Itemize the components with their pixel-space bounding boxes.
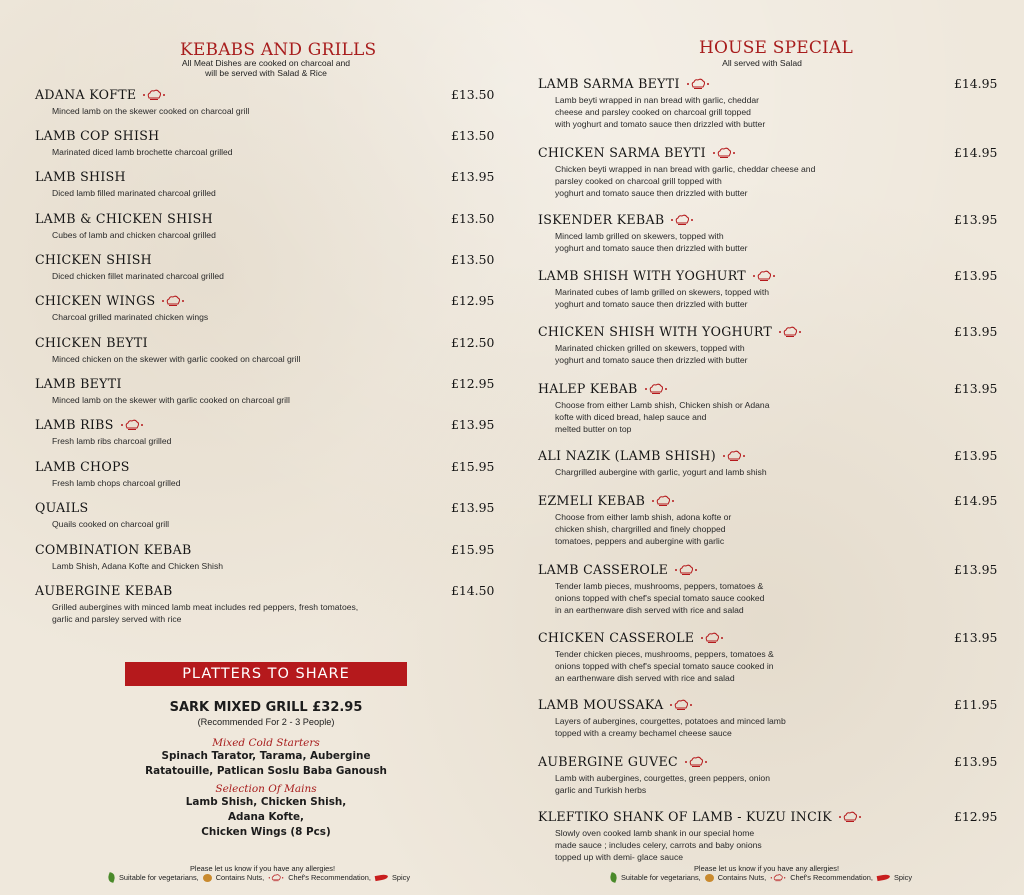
menu-item-name [538, 324, 802, 339]
menu-item [35, 541, 223, 572]
menu-item [538, 629, 774, 684]
subtitle-line: All Meat Dishes are cooked on charcoal and [181, 58, 351, 68]
menu-item-price: £12.50 [451, 335, 495, 350]
menu-item-description [52, 229, 216, 241]
menu-item [538, 696, 786, 739]
chef-hat-icon [752, 269, 776, 282]
menu-item [35, 251, 224, 282]
legend [108, 873, 410, 882]
menu-item-name [538, 697, 693, 712]
menu-item [35, 416, 171, 447]
description-line: an earthenware dish served with rice and salad [555, 673, 735, 683]
description-line: yoghurt and tomato sauce then drizzled with butter [555, 299, 748, 309]
section-title-kebabs: KEBABS AND GRILLS [180, 40, 377, 60]
chef-hat-icon [142, 88, 166, 101]
menu-item-price: £13.95 [954, 212, 998, 227]
menu-item-description [52, 146, 233, 158]
menu-item [538, 808, 862, 863]
menu-item-description [555, 648, 774, 684]
menu-item-price: £13.50 [451, 128, 495, 143]
menu-item-price: £13.95 [451, 500, 495, 515]
description-line: Slowly oven cooked lamb shank in our special home [555, 828, 755, 838]
menu-item-name-text: CHICKEN SARMA BEYTI [538, 145, 706, 160]
menu-item-price: £12.95 [451, 293, 495, 308]
menu-item [35, 582, 358, 625]
menu-item-name-text: LAMB & CHICKEN SHISH [35, 211, 213, 226]
menu-item-name-text: CHICKEN SHISH WITH YOGHURT [538, 324, 773, 339]
section-title-house-special: HOUSE SPECIAL [699, 38, 853, 58]
legend [610, 873, 912, 882]
menu-item-price: £11.95 [954, 697, 998, 712]
description-line: Fresh lamb ribs charcoal grilled [52, 436, 172, 446]
menu-item-name [35, 252, 152, 267]
menu-item-name-text: LAMB BEYTI [35, 376, 122, 391]
menu-item-price: £13.50 [451, 252, 495, 267]
menu-item-name-text: AUBERGINE GUVEC [538, 754, 678, 769]
menu-item-price: £13.95 [451, 169, 495, 184]
menu-item-price: £13.95 [954, 630, 998, 645]
description-line: Lamb Shish, Adana Kofte and Chicken Shish [52, 561, 224, 571]
description-line: onions topped with chef's special tomato sauce cooked in [555, 661, 774, 671]
menu-item-description [52, 353, 300, 365]
section-subtitle-house: All served with Salad [722, 58, 802, 68]
menu-item-name-text: LAMB CHOPS [35, 459, 130, 474]
menu-item-description [555, 827, 862, 863]
menu-item-name-text: LAMB SHISH [35, 169, 126, 184]
menu-item-name [538, 754, 708, 769]
legend-spicy: Spicy [893, 873, 913, 882]
menu-item-name-text: LAMB COP SHISH [35, 128, 160, 143]
description-line: parsley cooked on charcoal grill topped with [555, 176, 722, 186]
menu-item-price: £14.95 [954, 76, 998, 91]
platter-note: (Recommended For 2 - 3 People) [197, 717, 335, 727]
platters-banner: PLATTERS TO SHARE [125, 662, 407, 686]
description-line: garlic and Turkish herbs [555, 785, 647, 795]
chef-hat-icon [722, 449, 746, 462]
description-line: Minced lamb grilled on skewers, topped with [555, 231, 724, 241]
menu-item [35, 210, 216, 241]
menu-item-name [35, 417, 144, 432]
menu-item-name-text: ISKENDER KEBAB [538, 212, 665, 227]
description-line: Chicken beyti wrapped in nan bread with garlic, cheddar cheese and [555, 164, 816, 174]
menu-item [35, 168, 216, 199]
menu-item-description [52, 560, 223, 572]
menu-item-price: £13.95 [954, 324, 998, 339]
chef-hat-icon [644, 382, 668, 395]
description-line: melted butter on top [555, 424, 632, 434]
menu-item-name [538, 448, 746, 463]
chef-hat-icon [686, 77, 710, 90]
description-line: Tender chicken pieces, mushrooms, peppers, tomatoes & [555, 649, 774, 659]
description-line: yoghurt and tomato sauce then drizzled with butter [555, 243, 748, 253]
menu-item-price: £13.95 [954, 381, 998, 396]
menu-item [35, 375, 290, 406]
menu-item-name-text: EZMELI KEBAB [538, 493, 646, 508]
menu-item-name-text: LAMB CASSEROLE [538, 562, 669, 577]
description-line: Diced chicken fillet marinated charcoal grilled [52, 271, 224, 281]
description-line: tomatoes, peppers and aubergine with garlic [555, 536, 725, 546]
description-line: Charcoal grilled marinated chicken wings [52, 312, 209, 322]
menu-item-name-text: ALI NAZIK (LAMB SHISH) [538, 448, 716, 463]
menu-item-price: £12.95 [451, 376, 495, 391]
menu-item-name [35, 335, 148, 350]
menu-item-name [35, 128, 159, 143]
menu-item-name [35, 459, 130, 474]
menu-item-description [555, 511, 731, 547]
mains-line: Lamb Shish, Chicken Shish, [185, 796, 347, 808]
menu-item-price: £13.95 [954, 448, 998, 463]
allergy-note: Please let us know if you have any allergies! [190, 864, 336, 873]
chef-hat-icon [670, 213, 694, 226]
legend-chef: Chef's Recommendation, [790, 873, 873, 882]
menu-item [35, 127, 233, 158]
description-line: chicken shish, chargrilled and finely chopped [555, 524, 726, 534]
chef-hat-icon [712, 146, 736, 159]
menu-item-description [555, 286, 776, 310]
menu-item-name-text: LAMB SARMA BEYTI [538, 76, 680, 91]
cold-line: Ratatouille, Patlican Soslu Baba Ganoush [145, 765, 387, 777]
description-line: Minced chicken on the skewer with garlic cooked on charcoal grill [52, 354, 301, 364]
menu-item-name-text: LAMB SHISH WITH YOGHURT [538, 268, 746, 283]
menu-item-description [555, 399, 769, 435]
menu-item [538, 753, 770, 796]
leaf-icon [609, 872, 619, 883]
menu-item-description [555, 772, 770, 796]
menu-item-price: £14.95 [954, 493, 998, 508]
description-line: Grilled aubergines with minced lamb meat includes red peppers, fresh tomatoes, [52, 602, 359, 612]
chilli-icon [375, 874, 389, 881]
allergy-note: Please let us know if you have any allergies! [694, 864, 840, 873]
menu-item [538, 267, 776, 310]
menu-item-name [538, 562, 698, 577]
legend-nuts: Contains Nuts, [717, 873, 767, 882]
description-line: Fresh lamb chops charcoal grilled [52, 478, 181, 488]
menu-item-name-text: LAMB MOUSSAKA [538, 697, 664, 712]
chef-hat-icon [651, 494, 675, 507]
menu-item-description [555, 580, 764, 616]
menu-item-price: £12.95 [954, 809, 998, 824]
mains-line: Chicken Wings (8 Pcs) [201, 826, 331, 838]
menu-item-price: £14.50 [451, 583, 495, 598]
menu-item-name-text: LAMB RIBS [35, 417, 114, 432]
menu-item-name [35, 542, 192, 557]
chef-hat-icon [770, 873, 786, 882]
menu-item-name [538, 76, 710, 91]
description-line: Minced lamb on the skewer with garlic cooked on charcoal grill [52, 395, 290, 405]
menu-item-name [35, 376, 122, 391]
description-line: Marinated chicken grilled on skewers, topped with [555, 343, 745, 353]
menu-item-name-text: COMBINATION KEBAB [35, 542, 192, 557]
description-line: Lamb with aubergines, courgettes, green peppers, onion [555, 773, 770, 783]
chef-hat-icon [674, 563, 698, 576]
description-line: garlic and parsley served with rice [52, 614, 182, 624]
chef-hat-icon [700, 631, 724, 644]
description-line: in an earthenware dish served with rice and salad [555, 605, 744, 615]
description-line: cheese and parsley cooked on charcoal grill topped [555, 107, 751, 117]
menu-item-description [555, 466, 767, 478]
legend-veg: Suitable for vegetarians, [621, 873, 701, 882]
menu-item-name-text: AUBERGINE KEBAB [35, 583, 173, 598]
menu-item-price: £13.95 [451, 417, 495, 432]
nut-icon [705, 874, 714, 882]
menu-item [35, 292, 208, 323]
cold-starters-heading: Mixed Cold Starters [212, 737, 320, 749]
description-line: Minced lamb on the skewer cooked on charcoal grill [52, 106, 250, 116]
description-line: Chargrilled aubergine with garlic, yogurt and lamb shish [555, 467, 767, 477]
description-line: with yoghurt and tomato sauce then drizzled with butter [555, 119, 766, 129]
description-line: yoghurt and tomato sauce then drizzled with butter [555, 355, 748, 365]
description-line: topped with a creamy bechamel cheese sauce [555, 728, 732, 738]
description-line: Lamb beyti wrapped in nan bread with garlic, cheddar [555, 95, 759, 105]
menu-item-name [538, 809, 862, 824]
menu-item [538, 447, 767, 478]
menu-item [35, 458, 181, 489]
menu-item-price: £13.50 [451, 87, 495, 102]
menu-item-description [52, 187, 216, 199]
menu-item-name [35, 211, 213, 226]
mains-list [125, 795, 407, 840]
chef-hat-icon [161, 294, 185, 307]
menu-item-name [538, 630, 724, 645]
cold-line: Spinach Tarator, Tarama, Aubergine [161, 750, 371, 762]
menu-item-price: £13.50 [451, 211, 495, 226]
description-line: made sauce ; includes celery, carrots and baby onions [555, 840, 762, 850]
mains-heading: Selection Of Mains [215, 783, 317, 795]
menu-item-name-text: KLEFTIKO SHANK OF LAMB - KUZU INCIK [538, 809, 832, 824]
section-subtitle-kebabs [160, 58, 372, 78]
legend-spicy: Spicy [391, 873, 411, 882]
menu-item-description [52, 105, 249, 117]
menu-item [35, 499, 169, 530]
menu-item-description [52, 311, 208, 323]
menu-item-name [35, 169, 126, 184]
mains-line: Adana Kofte, [227, 811, 304, 823]
description-line: Tender lamb pieces, mushrooms, peppers, tomatoes & [555, 581, 764, 591]
chef-hat-icon [669, 698, 693, 711]
menu-item-description [555, 230, 748, 254]
legend-chef: Chef's Recommendation, [288, 873, 371, 882]
menu-item-description [52, 394, 290, 406]
menu-item [538, 561, 764, 616]
menu-item-name [35, 500, 88, 515]
menu-item-name-text: CHICKEN SHISH [35, 252, 152, 267]
menu-item-description [555, 342, 802, 366]
chef-hat-icon [778, 325, 802, 338]
description-line: Quails cooked on charcoal grill [52, 519, 170, 529]
menu-item-description [555, 715, 786, 739]
menu-item-description [52, 435, 171, 447]
menu-item-description [52, 518, 169, 530]
menu-item [538, 144, 815, 199]
menu-item [538, 211, 748, 254]
menu-item [35, 86, 249, 117]
legend-nuts: Contains Nuts, [215, 873, 265, 882]
description-line: Cubes of lamb and chicken charcoal grilled [52, 230, 216, 240]
menu-item-name [538, 268, 776, 283]
menu-item [538, 492, 731, 547]
menu-item-name [35, 583, 173, 598]
legend-veg: Suitable for vegetarians, [119, 873, 199, 882]
description-line: topped up with demi- glace sauce [555, 852, 684, 862]
menu-item-description [52, 270, 224, 282]
menu-item-name [35, 293, 185, 308]
description-line: Marinated diced lamb brochette charcoal grilled [52, 147, 233, 157]
menu-item-name [538, 381, 668, 396]
menu-item-price: £14.95 [954, 145, 998, 160]
menu-item-name-text: QUAILS [35, 500, 89, 515]
menu-item-name-text: ADANA KOFTE [35, 87, 137, 102]
menu-item-description [555, 163, 815, 199]
chef-hat-icon [120, 418, 144, 431]
menu-item-description [52, 477, 181, 489]
description-line: Diced lamb filled marinated charcoal grilled [52, 188, 216, 198]
menu-item-description [555, 94, 765, 130]
menu-item-name [538, 493, 675, 508]
subtitle-line: will be served with Salad & Rice [205, 68, 327, 78]
platter-block [125, 700, 407, 840]
menu-item-price: £13.95 [954, 268, 998, 283]
menu-item-name-text: HALEP KEBAB [538, 381, 638, 396]
menu-item-price: £13.95 [954, 562, 998, 577]
menu-item [538, 323, 802, 366]
chef-hat-icon [838, 810, 862, 823]
menu-item [538, 75, 765, 130]
menu-item-name [538, 145, 736, 160]
platter-title: SARK MIXED GRILL £32.95 [169, 700, 363, 715]
description-line: Layers of aubergines, courgettes, potatoes and minced lamb [555, 716, 786, 726]
menu-item-price: £15.95 [451, 459, 495, 474]
description-line: kofte with diced bread, halep sauce and [555, 412, 707, 422]
menu-item-price: £15.95 [451, 542, 495, 557]
menu-item-name [35, 87, 166, 102]
description-line: Choose from either Lamb shish, Chicken shish or Adana [555, 400, 770, 410]
chilli-icon [877, 874, 891, 881]
menu-item [35, 334, 300, 365]
description-line: Marinated cubes of lamb grilled on skewers, topped with [555, 287, 770, 297]
menu-item-name-text: CHICKEN WINGS [35, 293, 156, 308]
menu-item-name-text: CHICKEN BEYTI [35, 335, 148, 350]
menu-item-name-text: CHICKEN CASSEROLE [538, 630, 695, 645]
leaf-icon [107, 872, 117, 883]
chef-hat-icon [268, 873, 284, 882]
menu-item-price: £13.95 [954, 754, 998, 769]
menu-item-description [52, 601, 358, 625]
description-line: yoghurt and tomato sauce then drizzled with butter [555, 188, 748, 198]
cold-starters-list [125, 749, 407, 779]
chef-hat-icon [684, 755, 708, 768]
nut-icon [203, 874, 212, 882]
description-line: Choose from either lamb shish, adona kofte or [555, 512, 732, 522]
menu-item-name [538, 212, 694, 227]
description-line: onions topped with chef's special tomato sauce cooked [555, 593, 765, 603]
menu-item [538, 380, 769, 435]
